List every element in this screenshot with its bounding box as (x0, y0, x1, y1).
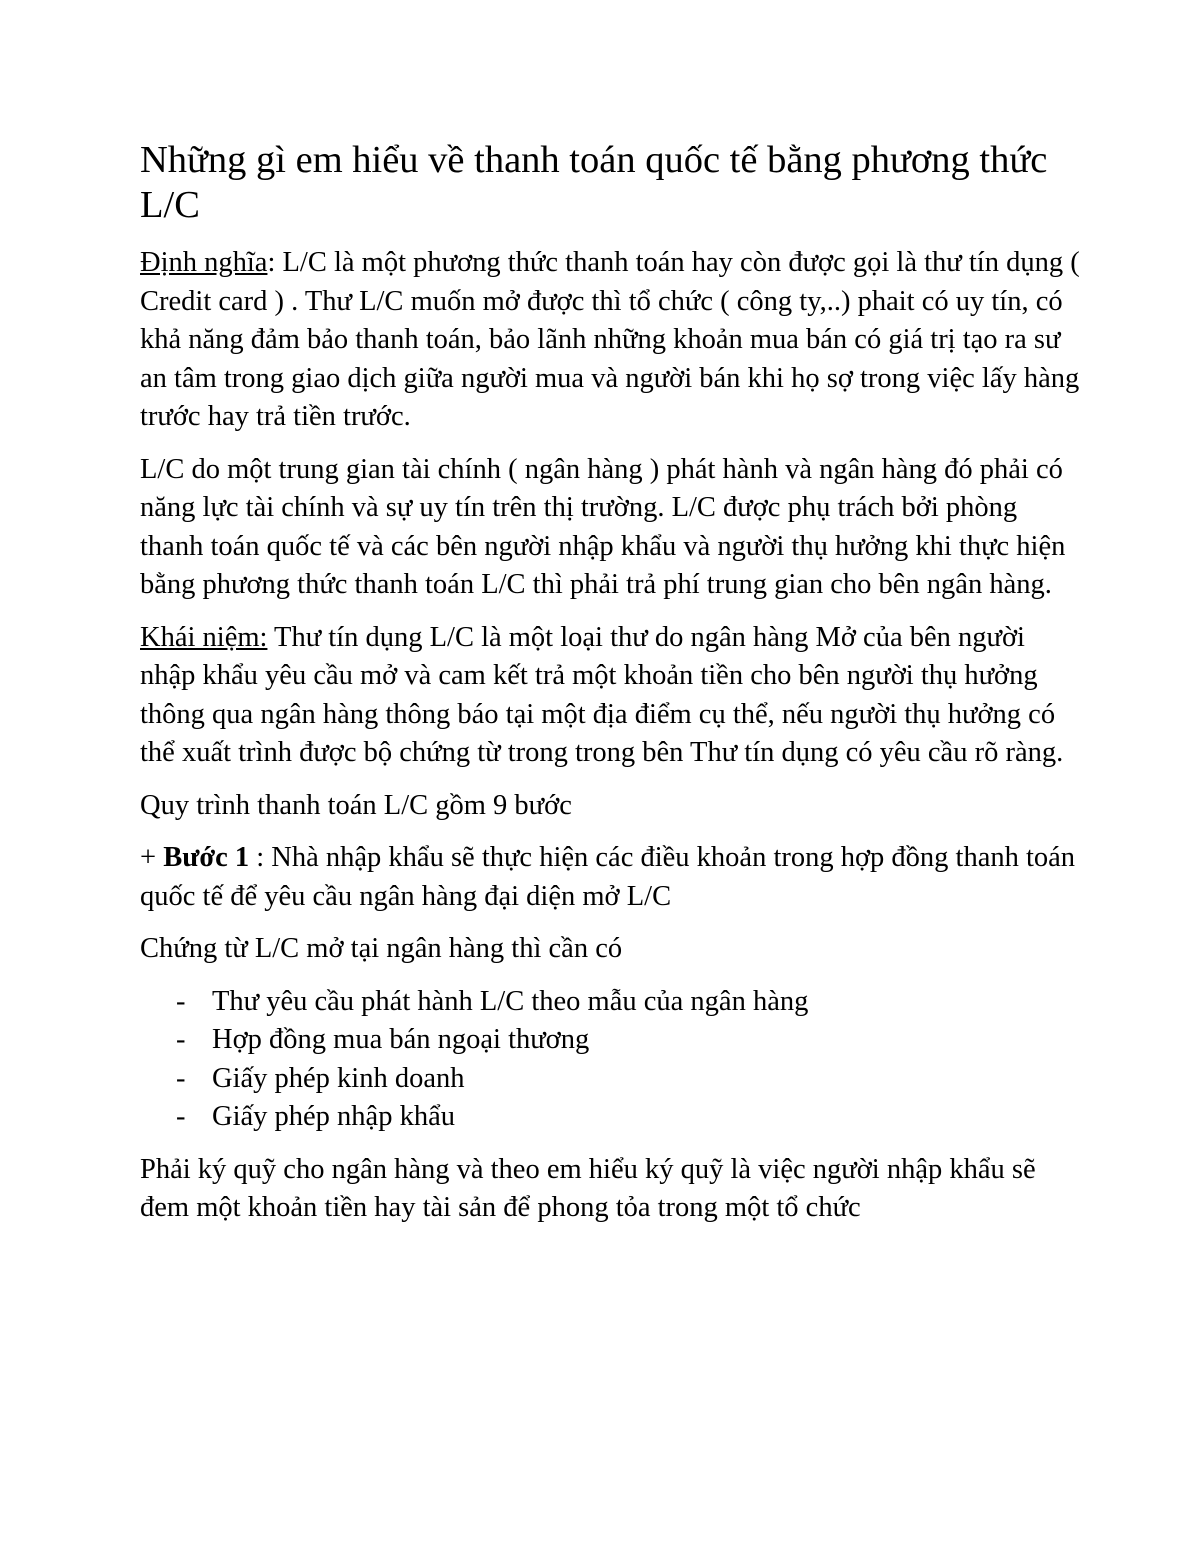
definition-separator: : (267, 247, 276, 278)
list-item-text: Thư yêu cầu phát hành L/C theo mẫu của ngân hàng (212, 985, 809, 1017)
document-page (140, 138, 1080, 1242)
step-1-text: : Nhà nhập khẩu sẽ thực hiện các điều khoản trong hợp đồng thanh toán quốc tế để yêu cầu ngân hàng đại diện mở L/C (140, 842, 1076, 912)
list-item-text: Giấy phép kinh doanh (212, 1062, 465, 1094)
step-1-label: Bước 1 (163, 842, 250, 873)
dash-bullet: - (176, 985, 186, 1017)
deposit-paragraph: Phải ký quỹ cho ngân hàng và theo em hiểu ký quỹ là việc người nhập khẩu sẽ đem một khoản tiền hay tài sản để phong tỏa trong một tổ chức (140, 1153, 1036, 1223)
definition-paragraph (140, 244, 1080, 437)
issuer-paragraph: L/C do một trung gian tài chính ( ngân hàng ) phát hành và ngân hàng đó phải có năng lực tài chính và sự uy tín trên thị trường. L/C được phụ trách bởi phòng thanh toán quốc tế và các bên người nhập khẩu và người thụ hưởng khi thực hiện bằng phương thức thanh toán L/C thì phải trả phí trung gian cho bên ngân hàng. (140, 453, 1066, 600)
definition-text: L/C là một phương thức thanh toán hay còn được gọi là thư tín dụng ( Credit card ) . Thư L/C muốn mở được thì tổ chức ( công ty,..) phait có uy tín, có khả năng đảm bảo thanh toán, bảo lãnh những khoản mua bán có giá trị tạo ra sư an tâm trong giao dịch giữa người mua và người bán khi họ sợ trong việc lấy hàng trước hay trả tiền trước. (140, 247, 1080, 432)
list-item (140, 1060, 1080, 1099)
list-item (140, 1021, 1080, 1060)
dash-bullet: - (176, 1062, 186, 1094)
list-item-text: Hợp đồng mua bán ngoại thương (212, 1024, 590, 1055)
step-1-paragraph (140, 839, 1080, 916)
concept-label: Khái niệm: (140, 621, 268, 653)
process-heading: Quy trình thanh toán L/C gồm 9 bước (140, 789, 572, 821)
list-item-text: Giấy phép nhập khẩu (212, 1101, 455, 1132)
definition-label: Định nghĩa (140, 247, 268, 278)
dash-bullet: - (176, 1101, 186, 1132)
document-title: Những gì em hiểu về thanh toán quốc tế bằng phương thức L/C (140, 139, 1048, 226)
documents-heading: Chứng từ L/C mở tại ngân hàng thì cần có (140, 933, 623, 964)
dash-bullet: - (176, 1024, 186, 1055)
concept-text: Thư tín dụng L/C là một loại thư do ngân hàng Mở của bên người nhập khẩu yêu cầu mở và cam kết trả một khoản tiền cho bên người thụ hưởng thông qua ngân hàng thông báo tại một địa điểm cụ thể, nếu người thụ hưởng có thể xuất trình được bộ chứng từ trong trong bên Thư tín dụng có yêu cầu rõ ràng. (140, 621, 1064, 768)
concept-paragraph (140, 619, 1080, 773)
documents-list (140, 983, 1080, 1137)
list-item (140, 1098, 1080, 1137)
list-item (140, 983, 1080, 1022)
step-1-prefix: + (140, 842, 164, 873)
